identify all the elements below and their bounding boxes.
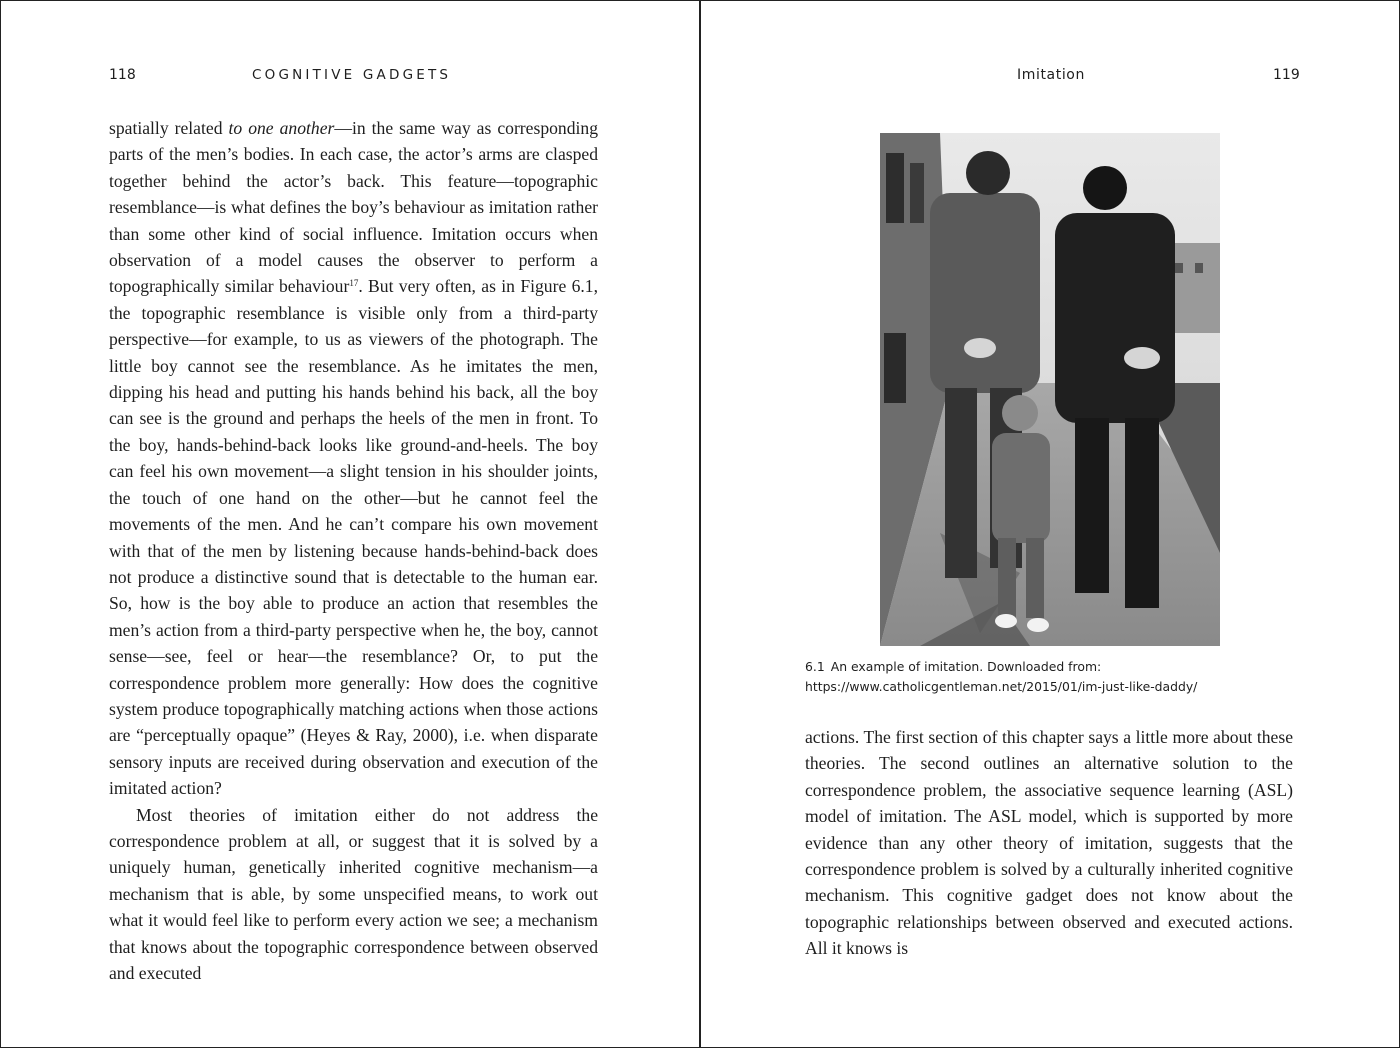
left-page <box>0 0 700 1048</box>
figure-number: 6.1 <box>805 659 825 674</box>
italic-phrase: to one another <box>228 118 335 138</box>
man-right-leg <box>1075 418 1109 593</box>
boy-shoe <box>995 614 1017 628</box>
window <box>884 333 906 403</box>
left-paragraph-1 <box>109 115 598 802</box>
text-segment: . But very often, as in Figure 6.1, the topographic resemblance is visible only from a third-party perspective—for example, to us as viewers of the photograph. The little boy cannot see the resemblance. As he imitates the men, dipping his head and putting his hands behind his back, all the boy can see is the ground and perhaps the heels of the men in front. To the boy, hands-behind-back looks like ground-and-heels. The boy can feel his own movement—a slight tension in his shoulder joints, the touch of one hand on the other—but he cannot feel the movements of the men. And he can’t compare his own movement with that of the men by listening because hands-behind-back does not produce a distinctive sound that is detectable to the human ear. So, how is the boy able to produce an action that resembles the men’s action from a third-party perspective when he, the boy, cannot sense—see, feel or hear—the resemblance? Or, to put the correspondence problem more generally: How does the cognitive system produce topographically matching actions when those actions are “perceptually opaque” (Heyes & Ray, 2000), i.e. when disparate sensory inputs are received during observation and execution of the imitated action? <box>109 276 598 799</box>
right-page <box>699 0 1400 1048</box>
man-right-head <box>1083 166 1127 210</box>
man-left-jacket <box>930 193 1040 393</box>
caption-url[interactable]: https://www.catholicgentleman.net/2015/01/im-just-like-daddy/ <box>805 679 1198 694</box>
right-body-text <box>805 724 1293 962</box>
figure-photo <box>880 133 1220 646</box>
man-left-head <box>966 151 1010 195</box>
text-segment: —in the same way as corresponding parts of the men’s bodies. In each case, the actor’s arms are clasped together behind the actor’s back. This feature—topographic resemblance—is what defines the boy’s behaviour as imitation rather than some other kind of social influence. Imitation occurs when observation of a model causes the observer to perform a topographically similar behaviour <box>109 118 598 297</box>
man-right-hands <box>1124 347 1160 369</box>
right-running-head: Imitation <box>1017 67 1085 83</box>
left-running-head: COGNITIVE GADGETS <box>252 67 452 83</box>
man-right-suit <box>1055 213 1175 423</box>
photo-illustration <box>880 133 1220 646</box>
caption-line-1 <box>805 657 1325 677</box>
man-left-hands <box>964 338 996 358</box>
window <box>1175 263 1183 273</box>
caption-text: An example of imitation. Downloaded from: <box>830 659 1102 674</box>
right-paragraph: actions. The first section of this chapter says a little more about these theories. The second outlines an alternative solution to the correspondence problem, the associative sequence learning (ASL) model of imitation. The ASL model, which is supported by more evidence than any other theory of imitation, suggests that the correspondence problem is solved by a culturally inherited cognitive mechanism. This cognitive gadget does not know about the topographic relationships between observed and executed actions. All it knows is <box>805 727 1293 959</box>
text-segment: spatially related <box>109 118 229 138</box>
boy-leg <box>998 538 1016 618</box>
window <box>910 163 924 223</box>
footnote-marker[interactable]: 17 <box>349 278 359 289</box>
left-paragraph-2: Most theories of imitation either do not address the correspondence problem at all, or suggest that it is solved by a uniquely human, genetically inherited cognitive mechanism—a mechanism that is able, by some unspecified means, to work out what it would feel like to perform every action we see; a mechanism that knows about the topographic correspondence between observed and executed <box>109 804 598 983</box>
right-page-number: 119 <box>1273 67 1300 83</box>
boy-leg <box>1026 538 1044 618</box>
figure-caption <box>805 657 1325 697</box>
boy-head <box>1002 395 1038 431</box>
man-left-leg <box>945 388 977 578</box>
left-page-number: 118 <box>109 67 136 83</box>
window <box>1195 263 1203 273</box>
man-right-leg <box>1125 418 1159 608</box>
boy-coat <box>992 433 1050 543</box>
boy-shoe <box>1027 618 1049 632</box>
window <box>886 153 904 223</box>
left-body-text <box>109 115 598 986</box>
